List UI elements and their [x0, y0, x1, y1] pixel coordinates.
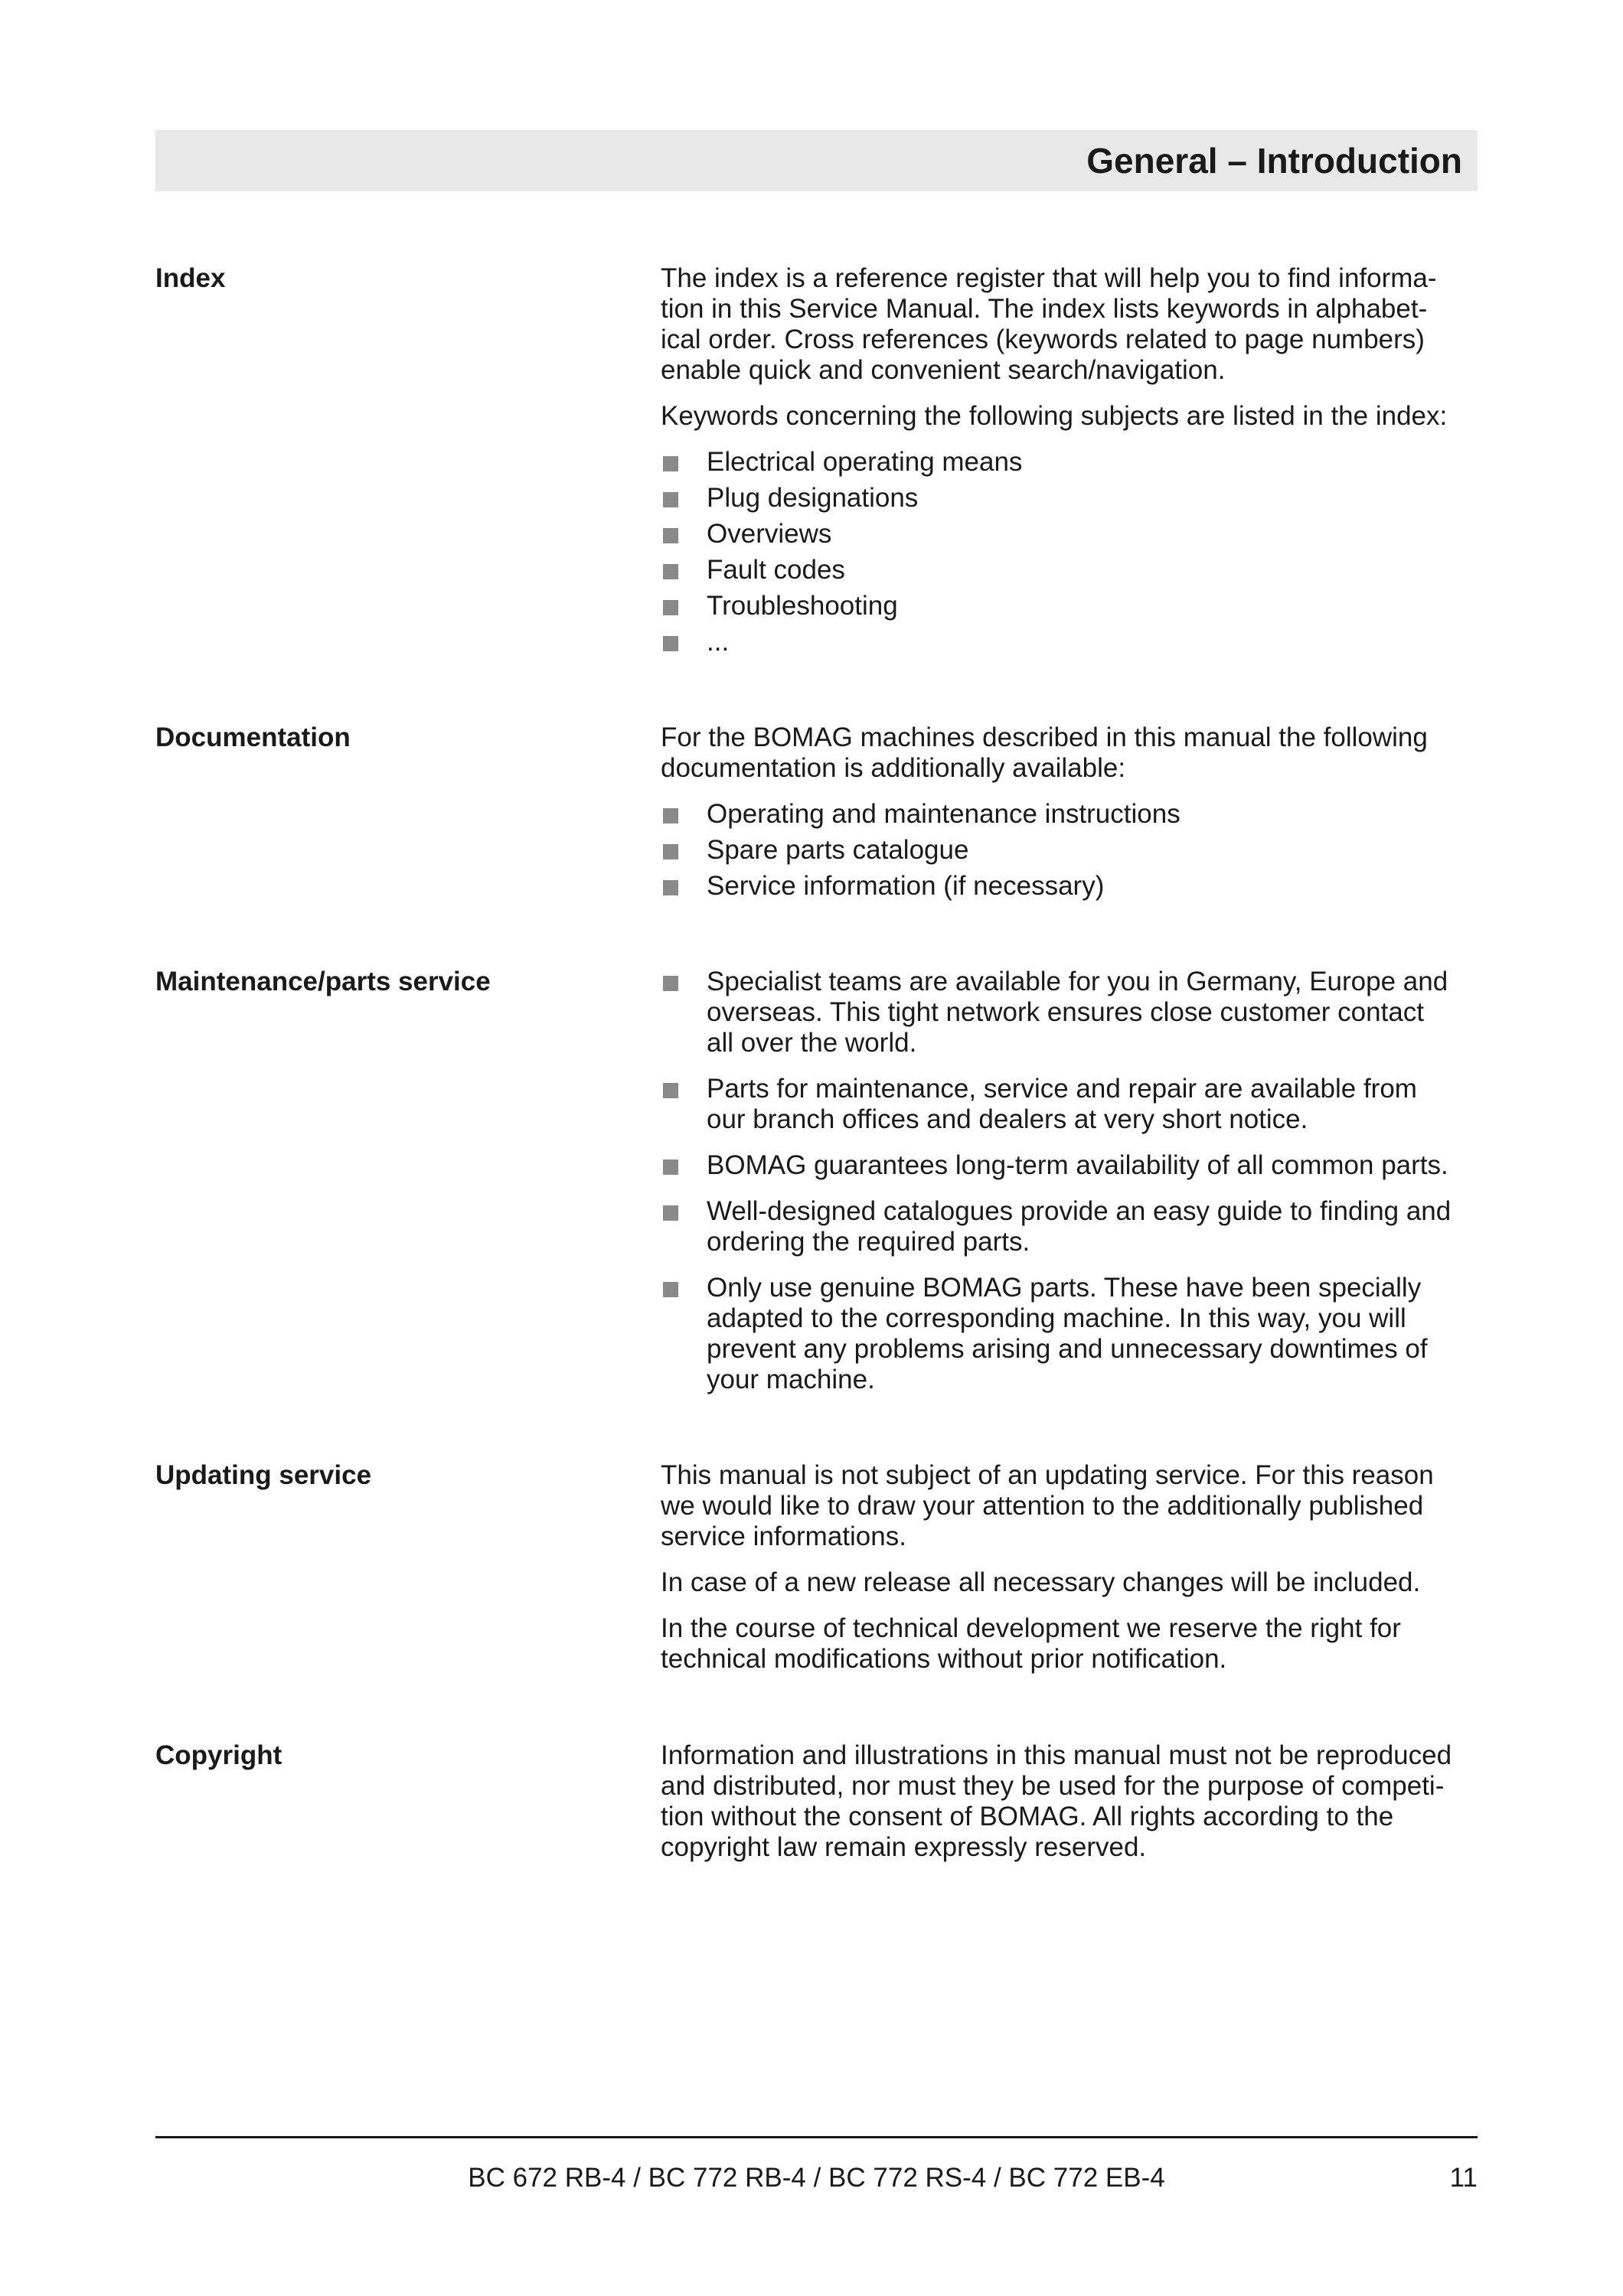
list-item-text: Only use genuine BOMAG parts. These have been specially adapted to the corresponding machine. In this way, you will prevent any problems arising and unnecessary downtimes of your machine. [707, 1273, 1428, 1394]
section-label-documentation: Documentation [155, 722, 351, 752]
list-item-text: Operating and maintenance instructions [707, 799, 1181, 829]
list-item-text: Fault codes [707, 555, 845, 585]
list-item [661, 871, 1480, 902]
list-item [661, 555, 1480, 585]
square-bullet-icon [663, 528, 678, 543]
paragraph: For the BOMAG machines described in this manual the following documentation is additionally available: [661, 722, 1428, 783]
list-item [661, 447, 1480, 478]
bullet-list [661, 967, 1480, 1395]
section-label-maintenance: Maintenance/parts service [155, 967, 491, 996]
paragraph: Keywords concerning the following subjects are listed in the index: [661, 401, 1448, 431]
square-bullet-icon [663, 492, 678, 507]
list-item [661, 1273, 1480, 1395]
list-item-text: Service information (if necessary) [707, 871, 1105, 901]
section-body-index [661, 263, 1480, 663]
section-header-bar [155, 130, 1478, 191]
bullet-list [661, 447, 1480, 657]
section-body-updating [661, 1460, 1480, 1690]
section-label-index: Index [155, 263, 226, 293]
section-body-copyright [661, 1740, 1480, 1878]
list-item-text: Parts for maintenance, service and repair are available from our branch offices and dealers at very short notice. [707, 1074, 1417, 1134]
list-item [661, 1196, 1480, 1257]
list-item [661, 591, 1480, 621]
list-item-text: Plug designations [707, 483, 919, 513]
section-label-updating: Updating service [155, 1460, 372, 1490]
square-bullet-icon [663, 456, 678, 471]
footer-model-list: BC 672 RB-4 / BC 772 RB-4 / BC 772 RS-4 / BC 772 EB-4 [468, 2163, 1165, 2193]
paragraph: In case of a new release all necessary changes will be included. [661, 1567, 1421, 1597]
list-item-text: Overviews [707, 519, 832, 549]
section-label-copyright: Copyright [155, 1740, 282, 1770]
paragraph: In the course of technical development we reserve the right for technical modifications without prior notification. [661, 1613, 1401, 1674]
footer-divider [155, 2136, 1478, 2138]
square-bullet-icon [663, 1083, 678, 1098]
square-bullet-icon [663, 600, 678, 615]
list-item-text: BOMAG guarantees long-term availability of all common parts. [707, 1150, 1448, 1180]
square-bullet-icon [663, 808, 678, 823]
list-item-text: Specialist teams are available for you in Germany, Europe and overseas. This tight network ensures close customer contact all over the world. [707, 967, 1448, 1058]
square-bullet-icon [663, 1159, 678, 1175]
list-item-text: Troubleshooting [707, 591, 898, 621]
square-bullet-icon [663, 1205, 678, 1221]
section-body-maintenance [661, 967, 1480, 1411]
list-item [661, 519, 1480, 550]
square-bullet-icon [663, 844, 678, 859]
list-item-text: ... [707, 627, 730, 657]
square-bullet-icon [663, 880, 678, 895]
paragraph: The index is a reference register that will help you to find informa- tion in this Service Manual. The index lists keywords in alphabet- ical order. Cross references (keywords related to page numbers) enable quick and convenient search/navigation. [661, 263, 1437, 385]
list-item [661, 799, 1480, 830]
list-item [661, 835, 1480, 866]
square-bullet-icon [663, 976, 678, 991]
list-item-text: Electrical operating means [707, 447, 1023, 477]
list-item-text: Well-designed catalogues provide an easy guide to finding and ordering the required parts. [707, 1196, 1452, 1257]
list-item [661, 967, 1480, 1058]
list-item [661, 1074, 1480, 1135]
page-title: General – Introduction [1086, 141, 1462, 181]
paragraph: Information and illustrations in this manual must not be reproduced and distributed, nor must they be used for the purpose of competi- tion without the consent of BOMAG. All rights according to the copyright law remain expressly reserved. [661, 1740, 1452, 1862]
list-item-text: Spare parts catalogue [707, 835, 969, 865]
section-body-documentation [661, 722, 1480, 907]
page-number: 11 [1449, 2163, 1478, 2193]
square-bullet-icon [663, 564, 678, 579]
bullet-list [661, 799, 1480, 902]
list-item [661, 1150, 1480, 1181]
list-item [661, 483, 1480, 514]
list-item [661, 627, 1480, 657]
square-bullet-icon [663, 636, 678, 651]
square-bullet-icon [663, 1282, 678, 1297]
paragraph: This manual is not subject of an updating service. For this reason we would like to draw your attention to the additionally published service informations. [661, 1460, 1434, 1551]
